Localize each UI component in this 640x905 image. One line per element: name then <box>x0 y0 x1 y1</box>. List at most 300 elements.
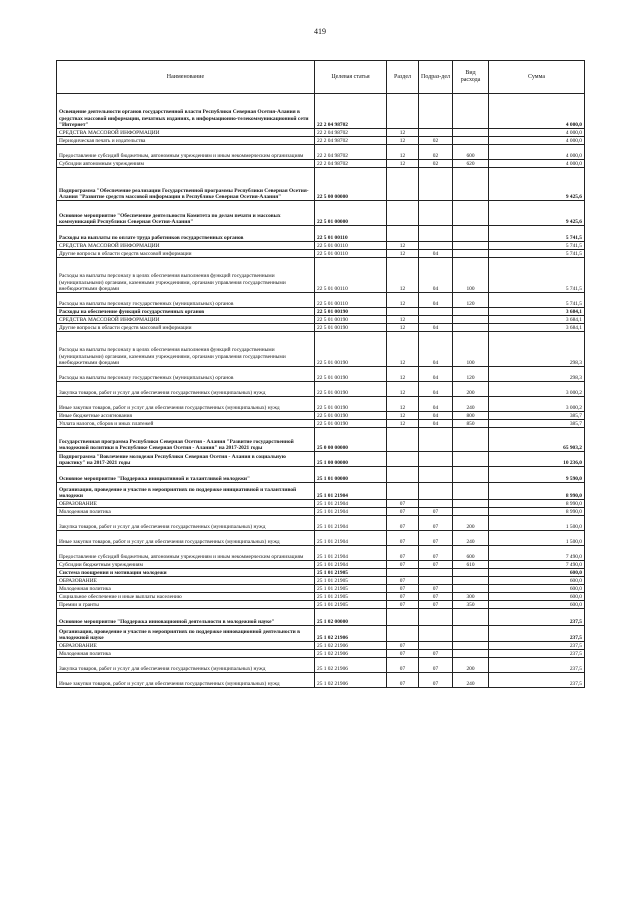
cell-section: 07 <box>387 500 419 508</box>
cell-sum: 5 741,5 <box>489 226 585 242</box>
cell-sum: 5 741,5 <box>489 293 585 308</box>
cell-target: 22 5 01 00190 <box>315 332 387 367</box>
cell-expense: 350 <box>453 601 489 609</box>
cell-sum: 8 990,0 <box>489 500 585 508</box>
cell-name: СРЕДСТВА МАССОВОЙ ИНФОРМАЦИИ <box>57 316 315 324</box>
cell-name: Расходы на выплаты персоналу в целях обеспечения выполнения функций государственными (муниципальными) органами, казенными учреждениями, органами управления государственными внебюджетными фондами <box>57 258 315 293</box>
table-row <box>57 626 585 642</box>
cell-expense: 300 <box>453 593 489 601</box>
cell-subsection <box>419 626 453 642</box>
cell-subsection: 04 <box>419 332 453 367</box>
cell-expense <box>453 500 489 508</box>
cell-section: 07 <box>387 561 419 569</box>
table-row <box>57 258 585 293</box>
header-subsection: Подраз-дел <box>419 61 453 94</box>
cell-target: 22 2 04 98702 <box>315 160 387 168</box>
cell-sum: 65 903,2 <box>489 428 585 452</box>
cell-sum: 4 000,0 <box>489 160 585 168</box>
cell-expense <box>453 242 489 250</box>
cell-subsection <box>419 642 453 650</box>
cell-section: 07 <box>387 508 419 516</box>
cell-target: 25 1 01 21905 <box>315 601 387 609</box>
cell-subsection <box>419 569 453 577</box>
cell-name: Расходы на выплаты персоналу в целях обеспечения выполнения функций государственными (муниципальными) органами, казенными учреждениями, органами управления государственными внебюджетными фондами <box>57 332 315 367</box>
cell-name: Государственная программа Республики Северная Осетия - Алания "Развитие государственной молодежной политики в Республике Северная Осетия - Алания" на 2017-2021 годы <box>57 428 315 452</box>
cell-section: 12 <box>387 258 419 293</box>
table-row <box>57 569 585 577</box>
cell-subsection: 07 <box>419 508 453 516</box>
cell-subsection: 07 <box>419 658 453 673</box>
cell-expense: 100 <box>453 258 489 293</box>
cell-subsection: 07 <box>419 673 453 688</box>
cell-expense <box>453 467 489 483</box>
table-row <box>57 94 585 129</box>
cell-sum: 237,5 <box>489 650 585 658</box>
cell-target: 25 1 01 21905 <box>315 585 387 593</box>
cell-target: 22 5 01 00190 <box>315 316 387 324</box>
cell-subsection <box>419 577 453 585</box>
cell-section <box>387 452 419 467</box>
cell-name: Молодежная политика <box>57 650 315 658</box>
cell-expense <box>453 316 489 324</box>
cell-target: 25 1 01 21904 <box>315 561 387 569</box>
cell-sum: 237,5 <box>489 673 585 688</box>
cell-sum: 1 500,0 <box>489 531 585 546</box>
cell-section <box>387 168 419 201</box>
cell-name: Иные закупки товаров, работ и услуг для обеспечения государственных (муниципальных) нужд <box>57 397 315 412</box>
cell-sum: 298,3 <box>489 367 585 382</box>
table-header-row <box>57 61 585 94</box>
cell-sum: 3 684,1 <box>489 308 585 316</box>
cell-sum: 237,5 <box>489 626 585 642</box>
cell-section: 12 <box>387 145 419 160</box>
cell-target: 22 5 01 00190 <box>315 412 387 420</box>
cell-subsection <box>419 94 453 129</box>
cell-name: ОБРАЗОВАНИЕ <box>57 500 315 508</box>
cell-expense: 240 <box>453 531 489 546</box>
cell-sum: 600,0 <box>489 577 585 585</box>
cell-subsection: 04 <box>419 382 453 397</box>
cell-expense <box>453 483 489 500</box>
cell-sum: 298,3 <box>489 332 585 367</box>
table-row <box>57 577 585 585</box>
table-row <box>57 609 585 626</box>
cell-section: 07 <box>387 650 419 658</box>
cell-subsection: 02 <box>419 145 453 160</box>
cell-sum: 4 000,0 <box>489 129 585 137</box>
cell-name: Предоставление субсидий бюджетным, автономным учреждениям и иным некоммерческим организациям <box>57 546 315 561</box>
table-row <box>57 168 585 201</box>
cell-sum: 10 236,0 <box>489 452 585 467</box>
table-row <box>57 452 585 467</box>
cell-section: 12 <box>387 242 419 250</box>
cell-sum: 5 741,5 <box>489 250 585 258</box>
cell-target: 25 1 01 21904 <box>315 516 387 531</box>
cell-subsection <box>419 500 453 508</box>
cell-name: Молодежная политика <box>57 585 315 593</box>
cell-target: 22 2 04 98702 <box>315 145 387 160</box>
cell-expense: 600 <box>453 546 489 561</box>
table-row <box>57 412 585 420</box>
cell-name: Организация, проведение и участие в мероприятиях по поддержке инициативной и талантливой молодежи <box>57 483 315 500</box>
cell-subsection: 07 <box>419 561 453 569</box>
cell-subsection: 04 <box>419 250 453 258</box>
cell-expense <box>453 94 489 129</box>
table-row <box>57 201 585 226</box>
cell-sum: 4 000,0 <box>489 137 585 145</box>
cell-expense <box>453 428 489 452</box>
cell-section: 12 <box>387 420 419 428</box>
cell-sum: 385,7 <box>489 420 585 428</box>
cell-subsection: 07 <box>419 531 453 546</box>
cell-section <box>387 609 419 626</box>
cell-section: 12 <box>387 367 419 382</box>
cell-section: 12 <box>387 129 419 137</box>
cell-section <box>387 201 419 226</box>
cell-target: 25 1 02 21906 <box>315 673 387 688</box>
cell-name: ОБРАЗОВАНИЕ <box>57 642 315 650</box>
cell-target: 22 5 01 00110 <box>315 258 387 293</box>
cell-subsection <box>419 201 453 226</box>
cell-target: 22 2 04 98702 <box>315 137 387 145</box>
cell-target: 25 1 02 21906 <box>315 626 387 642</box>
cell-section: 07 <box>387 593 419 601</box>
cell-target: 22 2 04 98702 <box>315 94 387 129</box>
cell-sum: 9 425,6 <box>489 168 585 201</box>
cell-section: 12 <box>387 412 419 420</box>
cell-section: 12 <box>387 293 419 308</box>
cell-sum: 3 000,2 <box>489 397 585 412</box>
cell-target: 22 5 01 00110 <box>315 242 387 250</box>
cell-target: 22 5 01 00190 <box>315 420 387 428</box>
header-section: Раздел <box>387 61 419 94</box>
table-row <box>57 129 585 137</box>
cell-subsection: 04 <box>419 397 453 412</box>
cell-target: 25 0 00 00000 <box>315 428 387 452</box>
cell-name: Подпрограмма "Вовлечение молодежи Республики Северная Осетия - Алания в социальную практику" на 2017-2021 годы <box>57 452 315 467</box>
cell-section: 07 <box>387 601 419 609</box>
table-body <box>57 94 585 688</box>
cell-subsection <box>419 129 453 137</box>
cell-name: Субсидии бюджетным учреждениям <box>57 561 315 569</box>
cell-target: 25 1 01 21905 <box>315 577 387 585</box>
cell-subsection: 07 <box>419 516 453 531</box>
cell-sum: 5 741,5 <box>489 242 585 250</box>
cell-sum: 237,5 <box>489 658 585 673</box>
table-row <box>57 561 585 569</box>
cell-target: 25 1 01 21905 <box>315 593 387 601</box>
cell-name: Молодежная политика <box>57 508 315 516</box>
cell-name: Иные бюджетные ассигнования <box>57 412 315 420</box>
cell-target: 25 1 01 21904 <box>315 531 387 546</box>
cell-expense: 200 <box>453 382 489 397</box>
cell-sum: 8 990,0 <box>489 508 585 516</box>
cell-name: Расходы на выплаты персоналу государственных (муниципальных) органов <box>57 367 315 382</box>
cell-subsection <box>419 226 453 242</box>
cell-target: 25 1 02 00000 <box>315 609 387 626</box>
table-row <box>57 516 585 531</box>
table-row <box>57 531 585 546</box>
cell-name: Уплата налогов, сборов и иных платежей <box>57 420 315 428</box>
table-row <box>57 650 585 658</box>
cell-expense <box>453 642 489 650</box>
table-row <box>57 160 585 168</box>
table-row <box>57 483 585 500</box>
cell-expense <box>453 137 489 145</box>
cell-name: Иные закупки товаров, работ и услуг для обеспечения государственных (муниципальных) нужд <box>57 673 315 688</box>
cell-expense <box>453 585 489 593</box>
table-row <box>57 420 585 428</box>
cell-section: 12 <box>387 137 419 145</box>
budget-table <box>56 60 585 688</box>
cell-subsection: 04 <box>419 324 453 332</box>
cell-target: 25 1 02 21906 <box>315 642 387 650</box>
table-row <box>57 316 585 324</box>
cell-sum: 237,5 <box>489 609 585 626</box>
cell-sum: 9 590,0 <box>489 467 585 483</box>
cell-target: 22 5 01 00000 <box>315 201 387 226</box>
table-row <box>57 226 585 242</box>
cell-name: Расходы на выплаты персоналу государственных (муниципальных) органов <box>57 293 315 308</box>
cell-name: Закупка товаров, работ и услуг для обеспечения государственных (муниципальных) нужд <box>57 658 315 673</box>
cell-section <box>387 467 419 483</box>
cell-section <box>387 626 419 642</box>
cell-subsection <box>419 609 453 626</box>
table-row <box>57 428 585 452</box>
cell-section <box>387 308 419 316</box>
cell-section: 07 <box>387 516 419 531</box>
cell-name: Основное мероприятие "Поддержка инициативной и талантливой молодежи" <box>57 467 315 483</box>
table-row <box>57 585 585 593</box>
cell-section: 12 <box>387 332 419 367</box>
cell-target: 25 1 01 21904 <box>315 483 387 500</box>
table-row <box>57 332 585 367</box>
cell-expense <box>453 650 489 658</box>
cell-subsection: 04 <box>419 293 453 308</box>
header-target: Целевая статья <box>315 61 387 94</box>
cell-sum: 3 684,1 <box>489 324 585 332</box>
table-row <box>57 601 585 609</box>
page-number: 419 <box>314 27 326 36</box>
cell-target: 25 1 01 21905 <box>315 569 387 577</box>
cell-expense <box>453 201 489 226</box>
cell-section: 07 <box>387 673 419 688</box>
cell-name: Премии и гранты <box>57 601 315 609</box>
cell-name: ОБРАЗОВАНИЕ <box>57 577 315 585</box>
cell-section: 12 <box>387 397 419 412</box>
cell-expense <box>453 569 489 577</box>
cell-sum: 600,0 <box>489 601 585 609</box>
cell-expense: 200 <box>453 516 489 531</box>
cell-target: 22 5 01 00190 <box>315 367 387 382</box>
cell-sum: 3 684,1 <box>489 316 585 324</box>
cell-name: СРЕДСТВА МАССОВОЙ ИНФОРМАЦИИ <box>57 242 315 250</box>
cell-target: 25 1 01 21904 <box>315 508 387 516</box>
table-row <box>57 500 585 508</box>
cell-section: 07 <box>387 642 419 650</box>
cell-target: 22 5 01 00190 <box>315 308 387 316</box>
cell-subsection <box>419 467 453 483</box>
cell-expense: 240 <box>453 673 489 688</box>
cell-expense <box>453 308 489 316</box>
cell-section: 07 <box>387 577 419 585</box>
cell-subsection: 07 <box>419 585 453 593</box>
cell-target: 22 5 01 00110 <box>315 293 387 308</box>
cell-sum: 600,0 <box>489 593 585 601</box>
cell-section: 12 <box>387 316 419 324</box>
cell-expense <box>453 609 489 626</box>
cell-target: 25 1 02 21906 <box>315 650 387 658</box>
cell-expense <box>453 250 489 258</box>
table-row <box>57 397 585 412</box>
table-row <box>57 367 585 382</box>
cell-expense <box>453 577 489 585</box>
cell-expense <box>453 626 489 642</box>
cell-sum: 600,0 <box>489 569 585 577</box>
table-row <box>57 673 585 688</box>
cell-name: Периодическая печать и издательства <box>57 137 315 145</box>
cell-subsection: 04 <box>419 258 453 293</box>
cell-section <box>387 569 419 577</box>
cell-name: Система поощрения и мотивации молодежи <box>57 569 315 577</box>
header-sum: Сумма <box>489 61 585 94</box>
cell-sum: 1 500,0 <box>489 516 585 531</box>
cell-expense <box>453 452 489 467</box>
cell-section: 07 <box>387 585 419 593</box>
cell-expense <box>453 324 489 332</box>
cell-name: СРЕДСТВА МАССОВОЙ ИНФОРМАЦИИ <box>57 129 315 137</box>
cell-expense <box>453 226 489 242</box>
cell-expense <box>453 508 489 516</box>
cell-section <box>387 94 419 129</box>
cell-subsection: 04 <box>419 420 453 428</box>
cell-expense: 100 <box>453 332 489 367</box>
table-row <box>57 308 585 316</box>
table-row <box>57 137 585 145</box>
cell-sum: 7 490,0 <box>489 546 585 561</box>
cell-section: 07 <box>387 531 419 546</box>
cell-name: Другие вопросы в области средств массовой информации <box>57 250 315 258</box>
cell-sum: 9 425,6 <box>489 201 585 226</box>
cell-expense: 610 <box>453 561 489 569</box>
cell-name: Организация, проведение и участие в мероприятиях по поддержке инновационной деятельности в молодежной науке <box>57 626 315 642</box>
cell-subsection: 07 <box>419 593 453 601</box>
cell-subsection <box>419 168 453 201</box>
cell-target: 25 1 01 21904 <box>315 500 387 508</box>
table-row <box>57 658 585 673</box>
cell-subsection: 02 <box>419 160 453 168</box>
cell-sum: 4 000,0 <box>489 145 585 160</box>
cell-sum: 4 000,0 <box>489 94 585 129</box>
cell-target: 25 1 01 21904 <box>315 546 387 561</box>
cell-target: 25 1 01 00000 <box>315 467 387 483</box>
table-row <box>57 508 585 516</box>
table-row <box>57 293 585 308</box>
cell-subsection: 04 <box>419 412 453 420</box>
cell-section: 07 <box>387 658 419 673</box>
cell-subsection: 07 <box>419 601 453 609</box>
table-row <box>57 546 585 561</box>
cell-expense: 600 <box>453 145 489 160</box>
cell-target: 22 5 01 00190 <box>315 382 387 397</box>
cell-sum: 237,5 <box>489 642 585 650</box>
cell-name: Закупка товаров, работ и услуг для обеспечения государственных (муниципальных) нужд <box>57 382 315 397</box>
table-row <box>57 642 585 650</box>
table-row <box>57 145 585 160</box>
table-row <box>57 250 585 258</box>
cell-expense: 620 <box>453 160 489 168</box>
cell-expense: 120 <box>453 293 489 308</box>
cell-subsection <box>419 242 453 250</box>
cell-sum: 7 490,0 <box>489 561 585 569</box>
cell-name: Основное мероприятие "Поддержка инновационной деятельности в молодежной науке" <box>57 609 315 626</box>
header-expense: Вид расхода <box>453 61 489 94</box>
table-row <box>57 382 585 397</box>
cell-target: 25 1 00 00000 <box>315 452 387 467</box>
cell-name: Подпрограмма "Обеспечение реализации Государственной программы Республики Северная Осетия-Алания "Развитие средств массовой информации в Республике Северная Осетия-Алания" <box>57 168 315 201</box>
cell-section <box>387 483 419 500</box>
cell-section: 12 <box>387 382 419 397</box>
table-row <box>57 242 585 250</box>
cell-section <box>387 226 419 242</box>
cell-expense: 120 <box>453 367 489 382</box>
table-row <box>57 324 585 332</box>
cell-target: 22 5 01 00190 <box>315 324 387 332</box>
cell-name: Предоставление субсидий бюджетным, автономным учреждениям и иным некоммерческим организациям <box>57 145 315 160</box>
cell-section: 12 <box>387 160 419 168</box>
cell-sum: 8 990,0 <box>489 483 585 500</box>
cell-target: 22 5 01 00110 <box>315 226 387 242</box>
cell-expense: 200 <box>453 658 489 673</box>
cell-target: 22 5 00 00000 <box>315 168 387 201</box>
cell-subsection: 02 <box>419 137 453 145</box>
cell-section <box>387 428 419 452</box>
table-row <box>57 467 585 483</box>
cell-target: 25 1 02 21906 <box>315 658 387 673</box>
cell-subsection: 07 <box>419 546 453 561</box>
cell-name: Иные закупки товаров, работ и услуг для обеспечения государственных (муниципальных) нужд <box>57 531 315 546</box>
cell-name: Социальное обеспечение и иные выплаты населению <box>57 593 315 601</box>
cell-name: Освещение деятельности органов государственной власти Республики Северная Осетия-Алания в средствах массовой информации, печатных изданиях, в информационно-телекоммуникационной сети "Интернет" <box>57 94 315 129</box>
cell-expense <box>453 168 489 201</box>
cell-name: Основное мероприятие "Обеспечение деятельности Комитета по делам печати и массовых коммуникаций Республики Северная Осетия-Алания" <box>57 201 315 226</box>
cell-expense: 850 <box>453 420 489 428</box>
cell-subsection <box>419 452 453 467</box>
cell-expense: 800 <box>453 412 489 420</box>
cell-section: 12 <box>387 324 419 332</box>
cell-target: 22 5 01 00110 <box>315 250 387 258</box>
cell-subsection <box>419 483 453 500</box>
cell-sum: 600,0 <box>489 585 585 593</box>
cell-subsection <box>419 316 453 324</box>
header-name: Наименование <box>57 61 315 94</box>
cell-subsection: 04 <box>419 367 453 382</box>
cell-name: Субсидии автономным учреждениям <box>57 160 315 168</box>
cell-name: Закупка товаров, работ и услуг для обеспечения государственных (муниципальных) нужд <box>57 516 315 531</box>
cell-subsection <box>419 428 453 452</box>
cell-name: Расходы на обеспечение функций государственных органов <box>57 308 315 316</box>
cell-target: 22 2 04 98702 <box>315 129 387 137</box>
cell-target: 22 5 01 00190 <box>315 397 387 412</box>
table-row <box>57 593 585 601</box>
cell-sum: 5 741,5 <box>489 258 585 293</box>
cell-name: Другие вопросы в области средств массовой информации <box>57 324 315 332</box>
cell-section: 07 <box>387 546 419 561</box>
cell-expense <box>453 129 489 137</box>
cell-subsection: 07 <box>419 650 453 658</box>
cell-name: Расходы на выплаты по оплате труда работников государственных органов <box>57 226 315 242</box>
cell-section: 12 <box>387 250 419 258</box>
